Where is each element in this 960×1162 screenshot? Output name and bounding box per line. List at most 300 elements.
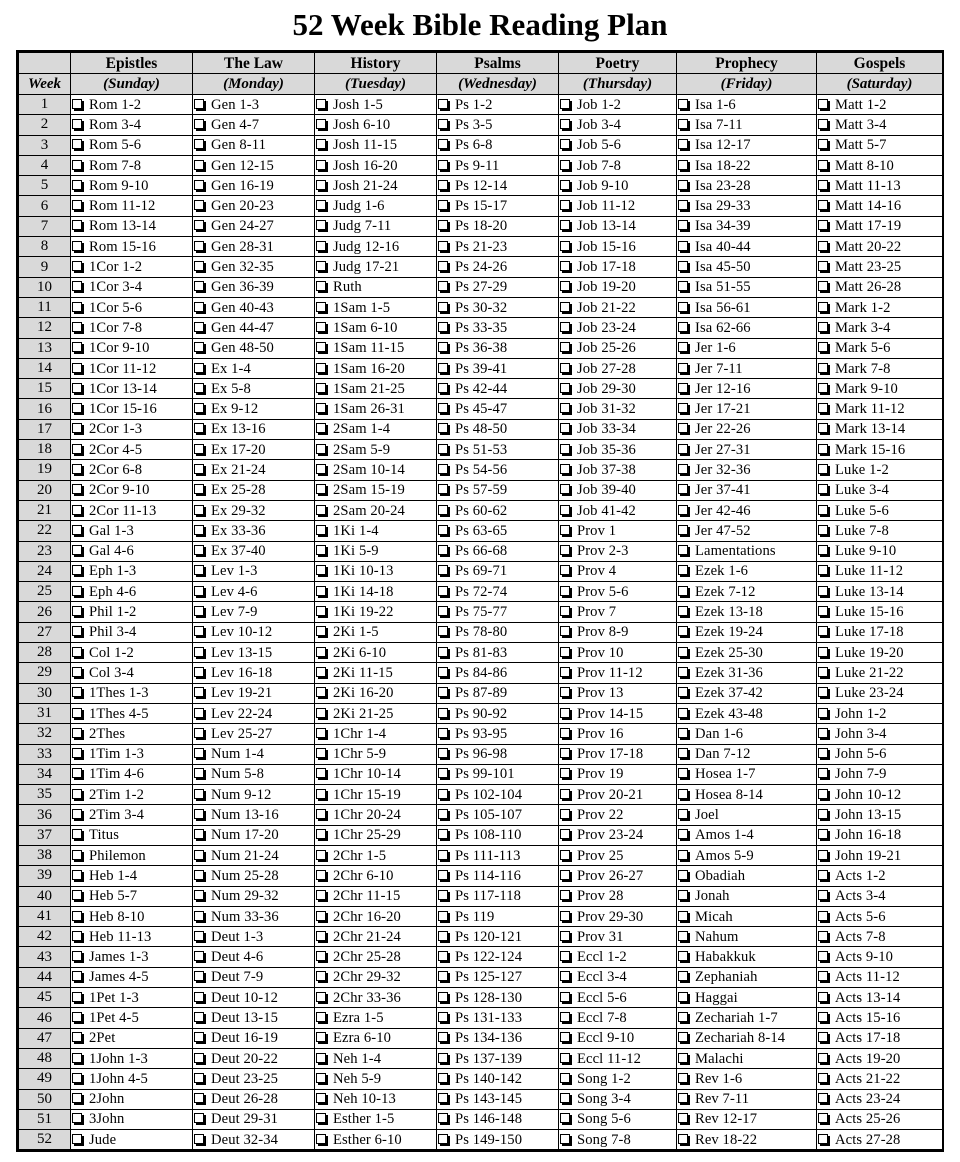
checkbox-icon[interactable]: [72, 505, 82, 515]
checkbox-icon[interactable]: [678, 525, 688, 535]
checkbox-icon[interactable]: [194, 505, 204, 515]
checkbox-icon[interactable]: [560, 708, 570, 718]
checkbox-icon[interactable]: [194, 99, 204, 109]
checkbox-icon[interactable]: [818, 342, 828, 352]
checkbox-icon[interactable]: [560, 302, 570, 312]
checkbox-icon[interactable]: [72, 789, 82, 799]
checkbox-icon[interactable]: [818, 281, 828, 291]
checkbox-icon[interactable]: [438, 403, 448, 413]
checkbox-icon[interactable]: [194, 565, 204, 575]
checkbox-icon[interactable]: [678, 1134, 688, 1144]
checkbox-icon[interactable]: [438, 606, 448, 616]
checkbox-icon[interactable]: [194, 464, 204, 474]
checkbox-icon[interactable]: [438, 464, 448, 474]
checkbox-icon[interactable]: [560, 728, 570, 738]
checkbox-icon[interactable]: [678, 99, 688, 109]
checkbox-icon[interactable]: [678, 1053, 688, 1063]
checkbox-icon[interactable]: [560, 180, 570, 190]
checkbox-icon[interactable]: [678, 383, 688, 393]
checkbox-icon[interactable]: [678, 565, 688, 575]
checkbox-icon[interactable]: [560, 363, 570, 373]
checkbox-icon[interactable]: [560, 525, 570, 535]
checkbox-icon[interactable]: [316, 444, 326, 454]
checkbox-icon[interactable]: [818, 951, 828, 961]
checkbox-icon[interactable]: [560, 647, 570, 657]
checkbox-icon[interactable]: [316, 545, 326, 555]
checkbox-icon[interactable]: [560, 200, 570, 210]
checkbox-icon[interactable]: [316, 708, 326, 718]
checkbox-icon[interactable]: [438, 200, 448, 210]
checkbox-icon[interactable]: [194, 423, 204, 433]
checkbox-icon[interactable]: [72, 1134, 82, 1144]
checkbox-icon[interactable]: [818, 505, 828, 515]
checkbox-icon[interactable]: [438, 160, 448, 170]
checkbox-icon[interactable]: [818, 890, 828, 900]
checkbox-icon[interactable]: [678, 971, 688, 981]
checkbox-icon[interactable]: [560, 768, 570, 778]
checkbox-icon[interactable]: [72, 1113, 82, 1123]
checkbox-icon[interactable]: [560, 606, 570, 616]
checkbox-icon[interactable]: [72, 586, 82, 596]
checkbox-icon[interactable]: [72, 951, 82, 961]
checkbox-icon[interactable]: [678, 708, 688, 718]
checkbox-icon[interactable]: [438, 119, 448, 129]
checkbox-icon[interactable]: [678, 1032, 688, 1042]
checkbox-icon[interactable]: [678, 302, 688, 312]
checkbox-icon[interactable]: [194, 281, 204, 291]
checkbox-icon[interactable]: [316, 261, 326, 271]
checkbox-icon[interactable]: [194, 931, 204, 941]
checkbox-icon[interactable]: [678, 911, 688, 921]
checkbox-icon[interactable]: [818, 1012, 828, 1022]
checkbox-icon[interactable]: [438, 565, 448, 575]
checkbox-icon[interactable]: [194, 160, 204, 170]
checkbox-icon[interactable]: [316, 911, 326, 921]
checkbox-icon[interactable]: [438, 586, 448, 596]
checkbox-icon[interactable]: [194, 444, 204, 454]
checkbox-icon[interactable]: [72, 423, 82, 433]
checkbox-icon[interactable]: [316, 180, 326, 190]
checkbox-icon[interactable]: [72, 322, 82, 332]
checkbox-icon[interactable]: [438, 1032, 448, 1042]
checkbox-icon[interactable]: [316, 850, 326, 860]
checkbox-icon[interactable]: [194, 626, 204, 636]
checkbox-icon[interactable]: [72, 870, 82, 880]
checkbox-icon[interactable]: [678, 748, 688, 758]
checkbox-icon[interactable]: [818, 789, 828, 799]
checkbox-icon[interactable]: [560, 545, 570, 555]
checkbox-icon[interactable]: [72, 708, 82, 718]
checkbox-icon[interactable]: [72, 1053, 82, 1063]
checkbox-icon[interactable]: [678, 484, 688, 494]
checkbox-icon[interactable]: [316, 971, 326, 981]
checkbox-icon[interactable]: [560, 342, 570, 352]
checkbox-icon[interactable]: [438, 728, 448, 738]
checkbox-icon[interactable]: [438, 322, 448, 332]
checkbox-icon[interactable]: [560, 850, 570, 860]
checkbox-icon[interactable]: [818, 464, 828, 474]
checkbox-icon[interactable]: [194, 1113, 204, 1123]
checkbox-icon[interactable]: [194, 789, 204, 799]
checkbox-icon[interactable]: [560, 829, 570, 839]
checkbox-icon[interactable]: [818, 99, 828, 109]
checkbox-icon[interactable]: [818, 545, 828, 555]
checkbox-icon[interactable]: [316, 890, 326, 900]
checkbox-icon[interactable]: [678, 829, 688, 839]
checkbox-icon[interactable]: [316, 606, 326, 616]
checkbox-icon[interactable]: [72, 890, 82, 900]
checkbox-icon[interactable]: [818, 647, 828, 657]
checkbox-icon[interactable]: [818, 829, 828, 839]
checkbox-icon[interactable]: [560, 464, 570, 474]
checkbox-icon[interactable]: [678, 403, 688, 413]
checkbox-icon[interactable]: [678, 1012, 688, 1022]
checkbox-icon[interactable]: [316, 647, 326, 657]
checkbox-icon[interactable]: [438, 1073, 448, 1083]
checkbox-icon[interactable]: [194, 484, 204, 494]
checkbox-icon[interactable]: [316, 1134, 326, 1144]
checkbox-icon[interactable]: [678, 647, 688, 657]
checkbox-icon[interactable]: [560, 748, 570, 758]
checkbox-icon[interactable]: [818, 322, 828, 332]
checkbox-icon[interactable]: [316, 1032, 326, 1042]
checkbox-icon[interactable]: [438, 1012, 448, 1022]
checkbox-icon[interactable]: [194, 1012, 204, 1022]
checkbox-icon[interactable]: [316, 363, 326, 373]
checkbox-icon[interactable]: [560, 423, 570, 433]
checkbox-icon[interactable]: [72, 545, 82, 555]
checkbox-icon[interactable]: [72, 200, 82, 210]
checkbox-icon[interactable]: [438, 951, 448, 961]
checkbox-icon[interactable]: [72, 565, 82, 575]
checkbox-icon[interactable]: [72, 1032, 82, 1042]
checkbox-icon[interactable]: [438, 99, 448, 109]
checkbox-icon[interactable]: [678, 809, 688, 819]
checkbox-icon[interactable]: [560, 1012, 570, 1022]
checkbox-icon[interactable]: [818, 667, 828, 677]
checkbox-icon[interactable]: [72, 768, 82, 778]
checkbox-icon[interactable]: [194, 241, 204, 251]
checkbox-icon[interactable]: [560, 139, 570, 149]
checkbox-icon[interactable]: [194, 119, 204, 129]
checkbox-icon[interactable]: [72, 850, 82, 860]
checkbox-icon[interactable]: [818, 708, 828, 718]
checkbox-icon[interactable]: [72, 911, 82, 921]
checkbox-icon[interactable]: [678, 951, 688, 961]
checkbox-icon[interactable]: [194, 809, 204, 819]
checkbox-icon[interactable]: [560, 951, 570, 961]
checkbox-icon[interactable]: [72, 484, 82, 494]
checkbox-icon[interactable]: [438, 992, 448, 1002]
checkbox-icon[interactable]: [678, 586, 688, 596]
checkbox-icon[interactable]: [194, 728, 204, 738]
checkbox-icon[interactable]: [72, 241, 82, 251]
checkbox-icon[interactable]: [438, 484, 448, 494]
checkbox-icon[interactable]: [194, 139, 204, 149]
checkbox-icon[interactable]: [194, 890, 204, 900]
checkbox-icon[interactable]: [678, 200, 688, 210]
checkbox-icon[interactable]: [72, 748, 82, 758]
checkbox-icon[interactable]: [72, 931, 82, 941]
checkbox-icon[interactable]: [678, 464, 688, 474]
checkbox-icon[interactable]: [560, 403, 570, 413]
checkbox-icon[interactable]: [560, 1093, 570, 1103]
checkbox-icon[interactable]: [678, 606, 688, 616]
checkbox-icon[interactable]: [818, 850, 828, 860]
checkbox-icon[interactable]: [818, 525, 828, 535]
checkbox-icon[interactable]: [560, 160, 570, 170]
checkbox-icon[interactable]: [72, 160, 82, 170]
checkbox-icon[interactable]: [560, 484, 570, 494]
checkbox-icon[interactable]: [560, 322, 570, 332]
checkbox-icon[interactable]: [194, 1032, 204, 1042]
checkbox-icon[interactable]: [678, 1113, 688, 1123]
checkbox-icon[interactable]: [818, 971, 828, 981]
checkbox-icon[interactable]: [438, 302, 448, 312]
checkbox-icon[interactable]: [560, 1134, 570, 1144]
checkbox-icon[interactable]: [818, 687, 828, 697]
checkbox-icon[interactable]: [72, 992, 82, 1002]
checkbox-icon[interactable]: [438, 971, 448, 981]
checkbox-icon[interactable]: [194, 687, 204, 697]
checkbox-icon[interactable]: [678, 1073, 688, 1083]
checkbox-icon[interactable]: [678, 281, 688, 291]
checkbox-icon[interactable]: [316, 423, 326, 433]
checkbox-icon[interactable]: [560, 220, 570, 230]
checkbox-icon[interactable]: [818, 363, 828, 373]
checkbox-icon[interactable]: [818, 220, 828, 230]
checkbox-icon[interactable]: [72, 99, 82, 109]
checkbox-icon[interactable]: [678, 220, 688, 230]
checkbox-icon[interactable]: [316, 200, 326, 210]
checkbox-icon[interactable]: [72, 139, 82, 149]
checkbox-icon[interactable]: [316, 383, 326, 393]
checkbox-icon[interactable]: [438, 687, 448, 697]
checkbox-icon[interactable]: [818, 606, 828, 616]
checkbox-icon[interactable]: [72, 403, 82, 413]
checkbox-icon[interactable]: [678, 444, 688, 454]
checkbox-icon[interactable]: [194, 200, 204, 210]
checkbox-icon[interactable]: [72, 261, 82, 271]
checkbox-icon[interactable]: [818, 748, 828, 758]
checkbox-icon[interactable]: [438, 809, 448, 819]
checkbox-icon[interactable]: [678, 931, 688, 941]
checkbox-icon[interactable]: [560, 667, 570, 677]
checkbox-icon[interactable]: [818, 383, 828, 393]
checkbox-icon[interactable]: [316, 119, 326, 129]
checkbox-icon[interactable]: [438, 768, 448, 778]
checkbox-icon[interactable]: [316, 626, 326, 636]
checkbox-icon[interactable]: [678, 626, 688, 636]
checkbox-icon[interactable]: [194, 768, 204, 778]
checkbox-icon[interactable]: [316, 322, 326, 332]
checkbox-icon[interactable]: [560, 444, 570, 454]
checkbox-icon[interactable]: [194, 261, 204, 271]
checkbox-icon[interactable]: [316, 241, 326, 251]
checkbox-icon[interactable]: [560, 261, 570, 271]
checkbox-icon[interactable]: [438, 261, 448, 271]
checkbox-icon[interactable]: [438, 423, 448, 433]
checkbox-icon[interactable]: [818, 302, 828, 312]
checkbox-icon[interactable]: [818, 992, 828, 1002]
checkbox-icon[interactable]: [316, 667, 326, 677]
checkbox-icon[interactable]: [316, 220, 326, 230]
checkbox-icon[interactable]: [560, 1032, 570, 1042]
checkbox-icon[interactable]: [678, 342, 688, 352]
checkbox-icon[interactable]: [560, 931, 570, 941]
checkbox-icon[interactable]: [438, 667, 448, 677]
checkbox-icon[interactable]: [818, 809, 828, 819]
checkbox-icon[interactable]: [316, 484, 326, 494]
checkbox-icon[interactable]: [194, 911, 204, 921]
checkbox-icon[interactable]: [678, 870, 688, 880]
checkbox-icon[interactable]: [560, 809, 570, 819]
checkbox-icon[interactable]: [560, 1113, 570, 1123]
checkbox-icon[interactable]: [194, 870, 204, 880]
checkbox-icon[interactable]: [72, 363, 82, 373]
checkbox-icon[interactable]: [316, 302, 326, 312]
checkbox-icon[interactable]: [438, 829, 448, 839]
checkbox-icon[interactable]: [818, 1113, 828, 1123]
checkbox-icon[interactable]: [316, 1012, 326, 1022]
checkbox-icon[interactable]: [438, 1134, 448, 1144]
checkbox-icon[interactable]: [678, 180, 688, 190]
checkbox-icon[interactable]: [678, 850, 688, 860]
checkbox-icon[interactable]: [560, 119, 570, 129]
checkbox-icon[interactable]: [316, 870, 326, 880]
checkbox-icon[interactable]: [560, 789, 570, 799]
checkbox-icon[interactable]: [438, 444, 448, 454]
checkbox-icon[interactable]: [194, 992, 204, 1002]
checkbox-icon[interactable]: [678, 992, 688, 1002]
checkbox-icon[interactable]: [72, 383, 82, 393]
checkbox-icon[interactable]: [316, 160, 326, 170]
checkbox-icon[interactable]: [438, 241, 448, 251]
checkbox-icon[interactable]: [560, 99, 570, 109]
checkbox-icon[interactable]: [194, 586, 204, 596]
checkbox-icon[interactable]: [72, 464, 82, 474]
checkbox-icon[interactable]: [194, 606, 204, 616]
checkbox-icon[interactable]: [560, 870, 570, 880]
checkbox-icon[interactable]: [438, 139, 448, 149]
checkbox-icon[interactable]: [818, 180, 828, 190]
checkbox-icon[interactable]: [678, 261, 688, 271]
checkbox-icon[interactable]: [72, 647, 82, 657]
checkbox-icon[interactable]: [438, 220, 448, 230]
checkbox-icon[interactable]: [194, 667, 204, 677]
checkbox-icon[interactable]: [560, 971, 570, 981]
checkbox-icon[interactable]: [194, 525, 204, 535]
checkbox-icon[interactable]: [194, 748, 204, 758]
checkbox-icon[interactable]: [560, 505, 570, 515]
checkbox-icon[interactable]: [194, 1073, 204, 1083]
checkbox-icon[interactable]: [72, 220, 82, 230]
checkbox-icon[interactable]: [560, 241, 570, 251]
checkbox-icon[interactable]: [678, 667, 688, 677]
checkbox-icon[interactable]: [818, 768, 828, 778]
checkbox-icon[interactable]: [194, 220, 204, 230]
checkbox-icon[interactable]: [818, 423, 828, 433]
checkbox-icon[interactable]: [194, 829, 204, 839]
checkbox-icon[interactable]: [194, 322, 204, 332]
checkbox-icon[interactable]: [818, 139, 828, 149]
checkbox-icon[interactable]: [560, 890, 570, 900]
checkbox-icon[interactable]: [678, 768, 688, 778]
checkbox-icon[interactable]: [194, 1053, 204, 1063]
checkbox-icon[interactable]: [194, 342, 204, 352]
checkbox-icon[interactable]: [72, 829, 82, 839]
checkbox-icon[interactable]: [316, 403, 326, 413]
checkbox-icon[interactable]: [818, 160, 828, 170]
checkbox-icon[interactable]: [438, 383, 448, 393]
checkbox-icon[interactable]: [818, 1073, 828, 1083]
checkbox-icon[interactable]: [72, 606, 82, 616]
checkbox-icon[interactable]: [438, 850, 448, 860]
checkbox-icon[interactable]: [194, 708, 204, 718]
checkbox-icon[interactable]: [438, 180, 448, 190]
checkbox-icon[interactable]: [438, 363, 448, 373]
checkbox-icon[interactable]: [678, 423, 688, 433]
checkbox-icon[interactable]: [194, 850, 204, 860]
checkbox-icon[interactable]: [438, 281, 448, 291]
checkbox-icon[interactable]: [194, 403, 204, 413]
checkbox-icon[interactable]: [316, 525, 326, 535]
checkbox-icon[interactable]: [438, 870, 448, 880]
checkbox-icon[interactable]: [72, 809, 82, 819]
checkbox-icon[interactable]: [72, 687, 82, 697]
checkbox-icon[interactable]: [316, 768, 326, 778]
checkbox-icon[interactable]: [72, 281, 82, 291]
checkbox-icon[interactable]: [194, 1093, 204, 1103]
checkbox-icon[interactable]: [818, 728, 828, 738]
checkbox-icon[interactable]: [316, 565, 326, 575]
checkbox-icon[interactable]: [72, 342, 82, 352]
checkbox-icon[interactable]: [72, 1073, 82, 1083]
checkbox-icon[interactable]: [818, 241, 828, 251]
checkbox-icon[interactable]: [560, 911, 570, 921]
checkbox-icon[interactable]: [316, 829, 326, 839]
checkbox-icon[interactable]: [316, 809, 326, 819]
checkbox-icon[interactable]: [678, 160, 688, 170]
checkbox-icon[interactable]: [72, 1012, 82, 1022]
checkbox-icon[interactable]: [72, 119, 82, 129]
checkbox-icon[interactable]: [438, 911, 448, 921]
checkbox-icon[interactable]: [316, 1053, 326, 1063]
checkbox-icon[interactable]: [72, 667, 82, 677]
checkbox-icon[interactable]: [438, 647, 448, 657]
checkbox-icon[interactable]: [560, 281, 570, 291]
checkbox-icon[interactable]: [818, 403, 828, 413]
checkbox-icon[interactable]: [678, 139, 688, 149]
checkbox-icon[interactable]: [194, 383, 204, 393]
checkbox-icon[interactable]: [316, 586, 326, 596]
checkbox-icon[interactable]: [818, 911, 828, 921]
checkbox-icon[interactable]: [72, 1093, 82, 1103]
checkbox-icon[interactable]: [316, 951, 326, 961]
checkbox-icon[interactable]: [316, 789, 326, 799]
checkbox-icon[interactable]: [560, 565, 570, 575]
checkbox-icon[interactable]: [818, 1093, 828, 1103]
checkbox-icon[interactable]: [316, 1073, 326, 1083]
checkbox-icon[interactable]: [438, 708, 448, 718]
checkbox-icon[interactable]: [678, 322, 688, 332]
checkbox-icon[interactable]: [438, 1093, 448, 1103]
checkbox-icon[interactable]: [316, 1093, 326, 1103]
checkbox-icon[interactable]: [438, 789, 448, 799]
checkbox-icon[interactable]: [438, 931, 448, 941]
checkbox-icon[interactable]: [560, 992, 570, 1002]
checkbox-icon[interactable]: [678, 363, 688, 373]
